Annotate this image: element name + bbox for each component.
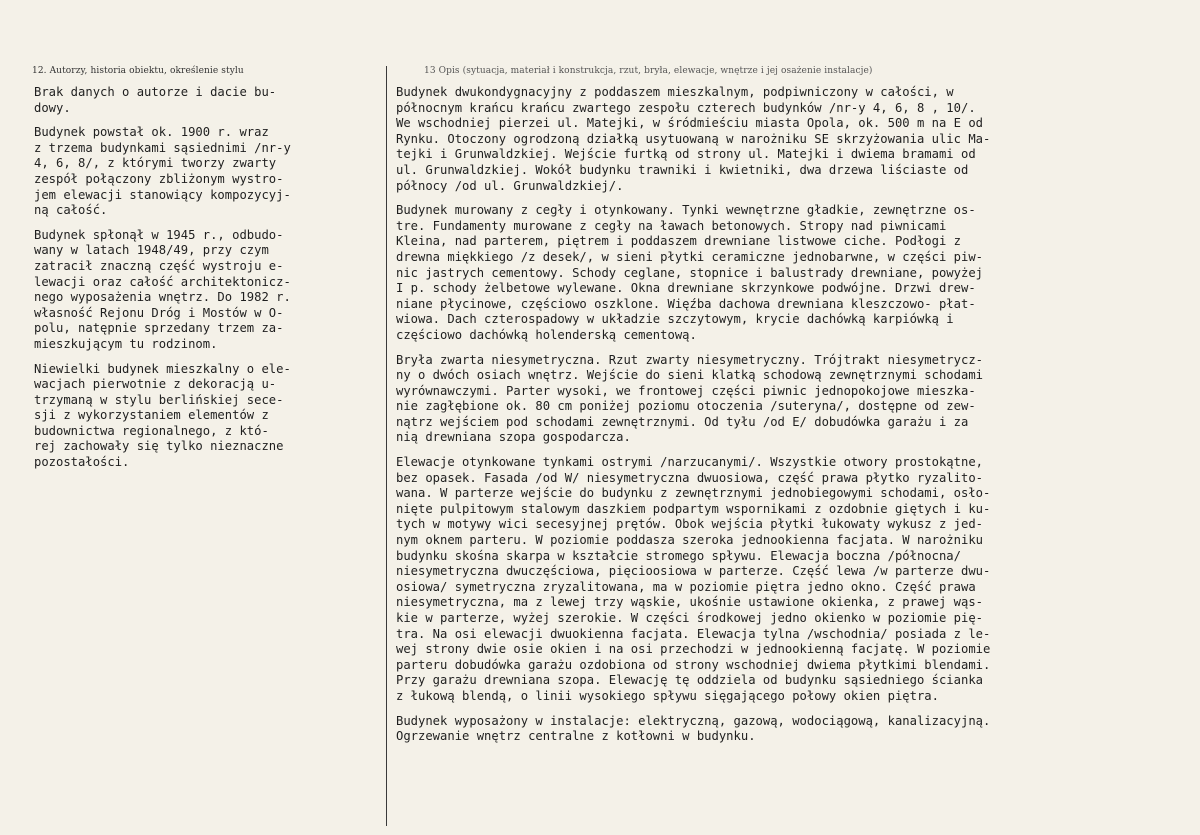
- text-line: dowy.: [34, 100, 71, 115]
- text-line: sji z wykorzystaniem elementów z: [34, 408, 269, 423]
- text-line: niane płycinowe, częściowo oszklone. Więźba dachowa drewniana kleszczowo- płat-: [396, 296, 976, 311]
- text-line: trzymaną w stylu berlińskiej sece-: [34, 392, 284, 407]
- text-line: Brak danych o autorze i dacie bu-: [34, 85, 277, 99]
- text-line: osiowa/ symetryczna zryzalitowana, ma w poziomie piętra jedno okno. Część prawa: [396, 579, 976, 594]
- text-line: wiowa. Dach czterospadowy w układzie szczytowym, krycie dachówką karpiówką i: [396, 312, 954, 327]
- text-line: niesymetryczna dwuczęściowa, pięcioosiowa w parterze. Część lewa /w parterze dwu-: [396, 564, 991, 579]
- text-line: nątrz wejściem pod schodami zewnętrznymi. Od tyłu /od E/ dobudówka garażu i za: [396, 414, 969, 429]
- section-12-heading: 12. Autorzy, historia obiektu, określenie stylu: [32, 66, 244, 76]
- text-line: jem elewacji stanowiący kompozycyj-: [34, 187, 291, 202]
- text-line: z łukową blendą, o linii wysokiego spływu sięgającego połowy okien piętra.: [396, 688, 939, 703]
- text-line: tre. Fundamenty murowane z cegły na ławach betonowych. Stropy nad piwnicami: [396, 218, 947, 233]
- text-line: wany w latach 1948/49, przy czym: [34, 243, 269, 258]
- text-line: bez opasek. Fasada /od W/ niesymetryczna dwuosiowa, część prawa płytko ryzalito-: [396, 470, 983, 485]
- text-line: I p. schody żelbetowe wylewane. Okna drewniane skrzynkowe podwójne. Drzwi drew-: [396, 281, 976, 296]
- text-line: Ogrzewanie wnętrz centralne z kotłowni w budynku.: [396, 729, 756, 744]
- text-line: kie w parterze, wyżej szerokie. W części środkowej jedno okienko w poziomie pię-: [396, 611, 983, 625]
- text-line: nego wyposażenia wnętrz. Do 1982 r.: [34, 290, 291, 305]
- text-line: tejki i Grunwaldzkiej. Wejście furtką od strony ul. Matejki i dwiema bramami od: [396, 147, 976, 162]
- text-line: pozostałości.: [34, 455, 130, 470]
- column-divider: [386, 66, 387, 826]
- text-line: Budynek spłonął w 1945 r., odbudo-: [34, 227, 284, 242]
- description-paragraph: [396, 203, 1196, 343]
- text-line: ną całość.: [34, 203, 108, 218]
- text-line: Rynku. Otoczony ogrodzoną działką usytuowaną w narożniku SE skrzyżowania ulic Ma-: [396, 131, 991, 146]
- history-paragraph: [34, 228, 380, 353]
- text-line: polu, natępnie sprzedany trzem za-: [34, 321, 284, 336]
- text-line: ul. Grunwaldzkiej. Wokół budynku trawniki i kwietniki, dwa drzewa liściaste od: [396, 162, 969, 177]
- text-line: Budynek dwukondygnacyjny z poddaszem mieszkalnym, podpiwniczony w całości, w: [396, 85, 954, 99]
- text-line: Budynek powstał ok. 1900 r. wraz: [34, 125, 269, 140]
- text-line: wyrównawczymi. Parter wysoki, we frontowej części piwnic jednopokojowe mieszka-: [396, 383, 976, 398]
- left-column-history: [34, 85, 380, 471]
- text-line: Budynek wyposażony w instalacje: elektryczną, gazową, wodociągową, kanalizacyjną.: [396, 713, 991, 728]
- text-line: nic jastrych cementowy. Schody ceglane, stopnice i balustrady drewniane, powyżej: [396, 265, 983, 280]
- text-line: Budynek murowany z cegły i otynkowany. Tynki wewnętrzne gładkie, zewnętrzne os-: [396, 203, 976, 218]
- text-line: Kleina, nad parterem, piętrem i poddaszem drewniane listwowe ciche. Podłogi z: [396, 234, 961, 249]
- text-line: wacjach pierwotnie z dekoracją u-: [34, 377, 277, 392]
- text-line: Przy garażu drewniana szopa. Elewację tę oddziela od budynku sąsiedniego ścianka: [396, 673, 983, 688]
- text-line: północy /od ul. Grunwaldzkiej/.: [396, 178, 624, 193]
- history-paragraph: [34, 362, 380, 471]
- text-line: własność Rejonu Dróg i Mostów w O-: [34, 305, 284, 320]
- text-line: wej strony dwie osie okien i na osi przechodzi w jednookienną facjatę. W poziomie: [396, 642, 991, 657]
- text-line: niesymetryczna, ma z lewej trzy wąskie, ukośnie ustawione okienka, z prawej wąs-: [396, 595, 983, 610]
- text-line: nią drewniana szopa gospodarcza.: [396, 430, 631, 445]
- text-line: zatracił znaczną część wystroju e-: [34, 258, 284, 273]
- text-line: budownictwa regionalnego, z któ-: [34, 423, 269, 438]
- description-paragraph: [396, 353, 1196, 447]
- text-line: ny o dwóch osiach wnętrz. Wejście do sieni klatką schodową zewnętrznymi schodami: [396, 368, 983, 383]
- text-line: drewna miękkiego /z desek/, w sieni płytki ceramiczne jednobarwne, w części piw-: [396, 249, 983, 264]
- text-line: Niewielki budynek mieszkalny o ele-: [34, 361, 291, 376]
- text-line: tra. Na osi elewacji dwuokienna facjata. Elewacja tylna /wschodnia/ posiada z le-: [396, 626, 991, 641]
- text-line: wana. W parterze wejście do budynku z zewnętrznymi jednobiegowymi schodami, osło-: [396, 486, 991, 501]
- text-line: północnym krańcu krańcu zwartego zespołu czterech budynków /nr-y 4, 6, 8 , 10/.: [396, 100, 976, 115]
- text-line: parteru dobudówka garażu ozdobiona od strony wschodniej dwiema płytkimi blendami.: [396, 657, 991, 672]
- history-paragraph: [34, 125, 380, 219]
- text-line: mieszkującym tu rodzinom.: [34, 336, 218, 351]
- section-13-heading: 13 Opis (sytuacja, materiał i konstrukcja, rzut, bryła, elewacje, wnętrze i jej osażenie instalacje): [424, 66, 873, 76]
- text-line: lewacji oraz całość architektonicz-: [34, 274, 291, 289]
- text-line: 4, 6, 8/, z którymi tworzy zwarty: [34, 156, 277, 171]
- text-line: częściowo dachówką holenderską cementową.: [396, 327, 697, 342]
- description-paragraph: [396, 85, 1196, 194]
- text-line: Bryła zwarta niesymetryczna. Rzut zwarty niesymetryczny. Trójtrakt niesymetrycz-: [396, 352, 983, 367]
- text-line: tych w motywy wici secesyjnej prętów. Obok wejścia płytki łukowaty wykusz z jed-: [396, 517, 983, 532]
- text-line: budynku skośna skarpa w kształcie stromego spływu. Elewacja boczna /północna/: [396, 548, 961, 563]
- text-line: Elewacje otynkowane tynkami ostrymi /narzucanymi/. Wszystkie otwory prostokątne,: [396, 455, 983, 470]
- text-line: We wschodniej pierzei ul. Matejki, w śródmieściu miasta Opola, ok. 500 m na E od: [396, 116, 983, 131]
- text-line: zespół połączony zbliżonym wystro-: [34, 171, 284, 186]
- description-paragraph: [396, 455, 1196, 705]
- right-column-description: [396, 85, 1196, 754]
- text-line: nie zagłębione ok. 80 cm poniżej poziomu otoczenia /suteryna/, dostępne od zew-: [396, 399, 976, 414]
- text-line: z trzema budynkami sąsiednimi /nr-y: [34, 140, 291, 155]
- text-line: nym oknem parteru. W poziomie poddasza szeroka jednookienna facjata. W narożniku: [396, 533, 983, 548]
- text-line: nięte pulpitowym stalowym daszkiem podpartym wspornikami z ozdobnie giętych i ku-: [396, 501, 991, 516]
- text-line: rej zachowały się tylko nieznaczne: [34, 439, 284, 454]
- description-paragraph: [396, 714, 1196, 745]
- history-paragraph: [34, 85, 380, 116]
